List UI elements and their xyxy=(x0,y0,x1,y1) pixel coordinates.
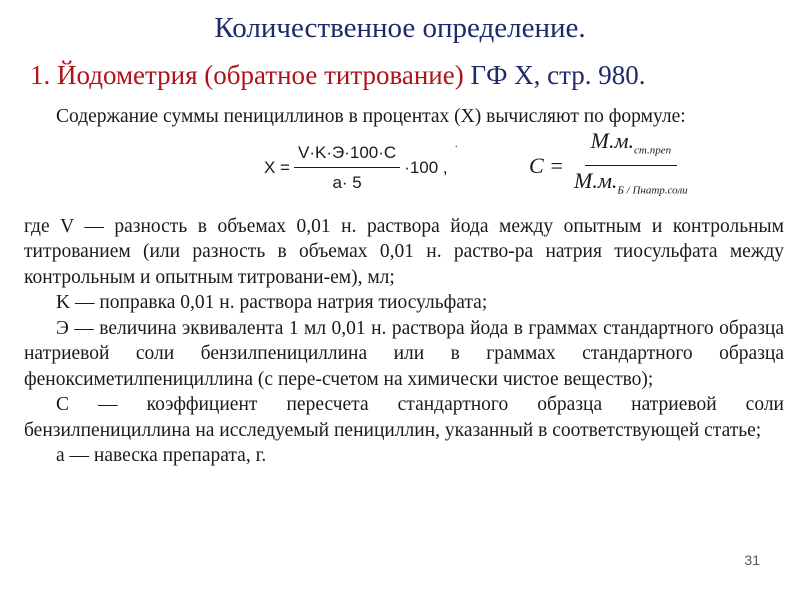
formula-x-fraction xyxy=(294,140,400,196)
slide-subtitle xyxy=(30,60,646,91)
definition-v: где V — разность в объемах 0,01 н. раствора йода между опытным и контрольным титрованием (или разность в объемах 0,01 н. раство-ра натрия тиосульфата между контрольным и опытным титровани-ем), мл; xyxy=(24,215,784,288)
formula-c-num-main: M.м. xyxy=(590,127,634,153)
method-name: 1. Йодометрия (обратное титрование) xyxy=(30,60,471,90)
formula-c-den-main: M.м. xyxy=(574,168,618,194)
definition-k: K — поправка 0,01 н. раствора натрия тиосульфата; xyxy=(56,292,488,313)
pharmacopoeia-ref: ГФ X, стр. 980. xyxy=(470,60,646,90)
formula-c xyxy=(529,128,692,205)
definition-a: a — навеска препарата, г. xyxy=(56,445,267,466)
formula-x-denominator: a· 5 xyxy=(332,173,362,192)
formula-row xyxy=(24,127,784,210)
formula-x xyxy=(264,140,448,196)
formula-x-tail: ·100 , xyxy=(404,157,448,177)
formula-c-numerator xyxy=(585,128,677,167)
formula-c-fraction xyxy=(574,128,688,205)
formula-x-lhs: X = xyxy=(264,157,290,177)
intro-paragraph: Содержание суммы пенициллинов в процентах (X) вычисляют по формуле: xyxy=(56,106,686,127)
definition-e: Э — величина эквивалента 1 мл 0,01 н. раствора йода в граммах стандартного образца натриевой соли бензилпенициллина или в граммах стандартного образца феноксиметилпенициллина (с пере-счетом на химически чистое вещество); xyxy=(24,317,784,390)
scan-dot: . xyxy=(455,138,458,150)
page-number: 31 xyxy=(744,552,760,568)
formula-x-numerator: V·K·Э·100·C xyxy=(294,140,400,169)
formula-c-den-sub: Б / Пнатр.соли xyxy=(617,184,688,197)
formula-c-lhs: C = xyxy=(529,153,565,179)
scanned-text-block xyxy=(24,104,784,469)
formula-c-denominator xyxy=(574,166,688,204)
definition-c: C — коэффициент пересчета стандартного образца натриевой соли бензилпенициллина на исследуемый пенициллин, указанный в соответствующей статье; xyxy=(24,394,784,441)
formula-c-num-sub: ст.преп xyxy=(634,143,672,156)
slide-title: Количественное определение. xyxy=(214,12,586,44)
